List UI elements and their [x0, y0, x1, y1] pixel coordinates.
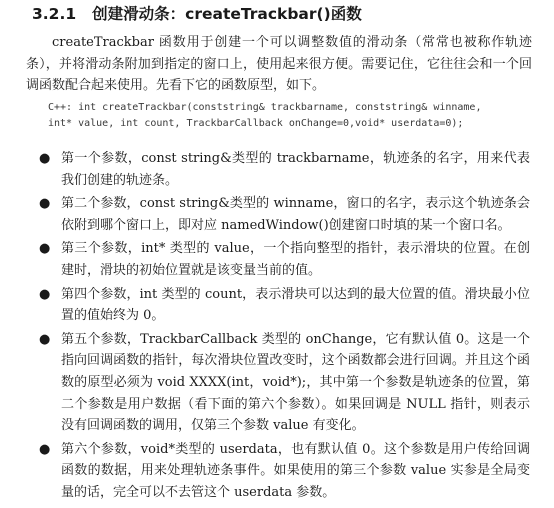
list-item	[36, 193, 530, 236]
param-text: 第二个参数，const string&类型的 winname，窗口的名字，表示这个轨迹条会依附到哪个窗口上，即对应 namedWindow()创建窗口时填的某一个窗口名。	[61, 196, 530, 233]
bullet-icon: ●	[39, 196, 51, 212]
list-item	[36, 329, 530, 437]
param-text: 第三个参数，int* 类型的 value，一个指向整型的指针，表示滑块的位置。在创建时，滑块的初始位置就是该变量当前的值。	[61, 241, 530, 278]
list-item	[36, 238, 530, 281]
param-text: 第四个参数，int 类型的 count，表示滑块可以达到的最大位置的值。滑块最小位置的值始终为 0。	[61, 286, 530, 324]
list-item	[36, 284, 530, 327]
parameter-list	[36, 148, 530, 506]
param-text: 第一个参数，const string&类型的 trackbarname，轨迹条的名字，用来代表我们创建的轨迹条。	[61, 151, 530, 188]
list-item	[36, 148, 530, 191]
section-title: 创建滑动条：createTrackbar()函数	[92, 5, 362, 23]
intro-paragraph: createTrackbar 函数用于创建一个可以调整数值的滑动条（常常也被称作轨迹条），并将滑动条附加到指定的窗口上，使用起来很方便。需要记住，它往往会和一个回调函数配合起来使用。先看下它的函数原型，如下。	[26, 35, 532, 93]
bullet-icon: ●	[39, 151, 51, 166]
param-text: 第五个参数，TrackbarCallback 类型的 onChange，它有默认值 0。这是一个指向回调函数的指针，每次滑块位置改变时，这个函数都会进行回调。并且这个函数的原型必须为 void XXXX(int，void*);，其中第一个参数是轨迹条的位置，第二个参数是用户数据（看下面的第六个参数）。如果回调是 NULL 指针，则表示没有回调函数的调用，仅第三个参数 value 有变化。	[61, 331, 530, 434]
section-heading	[32, 2, 362, 24]
bullet-icon: ●	[39, 331, 51, 347]
list-item	[36, 439, 530, 504]
param-text: 第六个参数，void*类型的 userdata，也有默认值 0。这个参数是用户传给回调函数的数据，用来处理轨迹条事件。如果使用的第三个参数 value 实参是全局变量的话，完全可以不去管这个 userdata 参数。	[61, 441, 530, 500]
bullet-icon: ●	[39, 441, 51, 457]
function-prototype-code: C++: int createTrackbar(conststring& trackbarname, conststring& winname, int* value, int count, TrackbarCallback onChange=0,void* userdata=0);	[48, 102, 482, 129]
section-number: 3.2.1	[32, 5, 77, 23]
bullet-icon: ●	[39, 241, 51, 257]
bullet-icon: ●	[39, 286, 51, 302]
